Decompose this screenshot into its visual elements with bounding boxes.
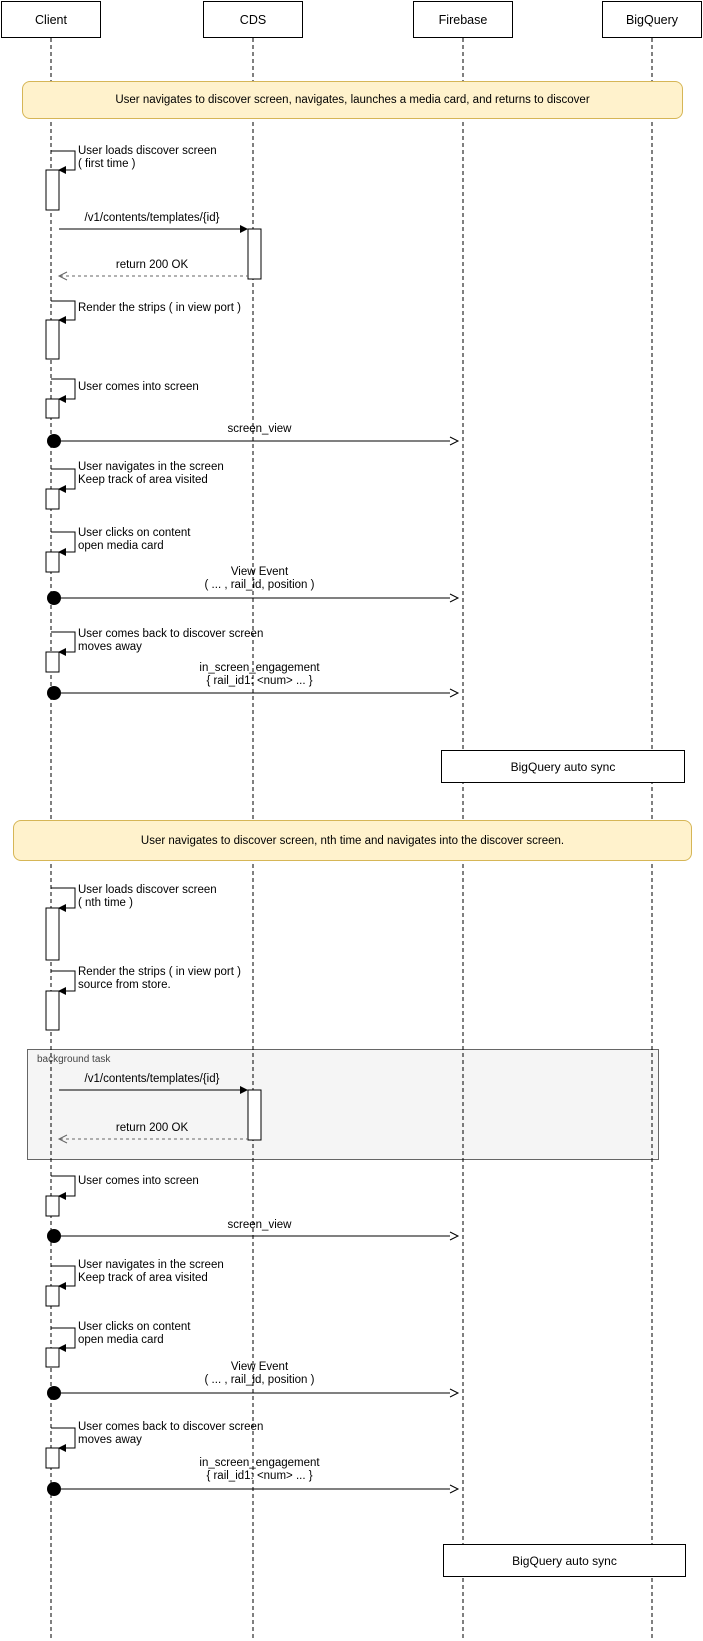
self-message-loop [51,888,75,908]
sync-box-label: BigQuery auto sync [512,1553,617,1568]
self-message-label-line: User loads discover screen [78,884,217,896]
activation-bar-client [46,399,59,418]
activation-bar-client [46,1286,59,1306]
activation-bar-cds [248,229,261,279]
event-label-line: in_screen_engagement [199,1457,320,1469]
message-label [57,1122,247,1135]
message-label-line: return 200 OK [115,259,189,271]
self-message-label [78,145,217,171]
activation-bar-client [46,1196,59,1216]
event-source-circle [47,1386,61,1400]
event-label [61,1361,458,1387]
activation-bar-cds [248,1090,261,1140]
self-message-label-line: ( first time ) [78,158,136,170]
self-message-loop [51,469,75,489]
event-source-circle [47,591,61,605]
actor-label-client: Client [35,12,67,27]
event-label [61,1457,458,1483]
message-label [57,259,247,272]
event-label [61,423,458,436]
self-message-loop [51,1328,75,1348]
self-message-label-line: User loads discover screen [78,145,217,157]
self-message-loop [51,301,75,320]
self-message-label-line: User navigates in the screen [78,1259,224,1271]
self-message-label-line: open media card [78,540,164,552]
self-message-label-line: Keep track of area visited [78,1272,208,1284]
self-message-label [78,1175,199,1188]
message-label [57,1073,247,1086]
event-label-line: ( ... , rail_id, position ) [204,579,315,591]
message-label-line: return 200 OK [115,1122,189,1134]
self-message-loop [51,532,75,552]
event-arrowhead [450,1389,458,1397]
sync-box-label: BigQuery auto sync [510,759,616,774]
event-label-line: ( ... , rail_id, position ) [204,1374,315,1386]
event-arrowhead [450,437,458,445]
self-message-label [78,381,199,394]
message-label-line: /v1/contents/templates/{id} [84,1073,220,1085]
self-message-label-line: moves away [78,1434,142,1446]
self-message-label-line: User comes into screen [78,1175,199,1187]
self-message-label [78,628,263,654]
self-message-label [78,461,224,487]
activation-bar-client [46,170,59,210]
actor-box-client [1,1,101,38]
self-message-label-line: open media card [78,1334,164,1346]
message-label [57,212,247,225]
self-message-label [78,1321,191,1347]
bigquery-auto-sync-box [441,750,685,783]
event-label-line: { rail_id1: <num> ... } [206,1470,313,1482]
actor-box-firebase [413,1,513,38]
self-message-label-line: User clicks on content [78,1321,191,1333]
frame-label: background task [37,1054,111,1065]
self-message-label-line: User comes back to discover screen [78,1421,264,1433]
event-source-circle [47,1482,61,1496]
event-label [61,1219,458,1232]
self-message-loop [51,971,75,991]
self-message-label-line: User navigates in the screen [78,461,224,473]
activation-bar-client [46,489,59,509]
note-text: User navigates to discover screen, navigates, launches a media card, and returns to discover [115,94,590,106]
self-message-label-line: User clicks on content [78,527,191,539]
self-message-label [78,884,217,910]
event-label-line: View Event [230,566,289,578]
self-message-loop [51,379,75,399]
event-arrowhead [450,1485,458,1493]
event-source-circle [47,686,61,700]
actor-label-firebase: Firebase [438,12,488,27]
activation-bar-client [46,908,59,960]
self-message-label [78,1421,263,1447]
self-message-label-line: User comes into screen [78,381,199,393]
activation-bar-client [46,320,59,359]
activation-bar-client [46,991,59,1030]
self-message-label-line: User comes back to discover screen [78,628,264,640]
actor-box-bigquery [602,1,702,38]
actor-box-cds [203,1,303,38]
self-message-label-line: Keep track of area visited [78,474,208,486]
self-message-loop [51,1428,75,1448]
event-label [61,662,458,688]
event-label-line: screen_view [227,1219,292,1231]
note-banner-nth-visit [13,820,692,861]
self-message-label [78,302,241,315]
activation-bar-client [46,1448,59,1468]
self-message-label-line: ( nth time ) [78,897,133,909]
self-message-label-line: source from store. [78,979,171,991]
event-label-line: screen_view [227,423,292,435]
event-source-circle [47,434,61,448]
event-arrowhead [450,594,458,602]
event-label-line: { rail_id1: <num> ... } [206,675,313,687]
event-label-line: in_screen_engagement [199,662,320,674]
activation-bar-client [46,1348,59,1367]
event-label [61,566,458,592]
self-message-label [78,1259,224,1285]
bigquery-auto-sync-box [443,1544,686,1577]
self-message-loop [51,1176,75,1196]
self-message-label-line: moves away [78,641,142,653]
event-source-circle [47,1229,61,1243]
note-banner-first-visit [22,81,683,119]
event-arrowhead [450,1232,458,1240]
self-message-loop [51,1266,75,1286]
actor-label-bigquery: BigQuery [625,12,679,27]
self-message-loop [51,151,75,170]
request-arrowhead [240,225,248,233]
request-arrowhead [240,1086,248,1094]
self-message-label [78,966,241,992]
event-label-line: View Event [230,1361,289,1373]
message-label-line: /v1/contents/templates/{id} [84,212,220,224]
self-message-label-line: Render the strips ( in view port ) [78,966,241,978]
self-message-label [78,527,191,553]
activation-bar-client [46,652,59,672]
actor-label-cds: CDS [239,12,267,27]
event-arrowhead [450,689,458,697]
note-text: User navigates to discover screen, nth time and navigates into the discover screen. [140,834,565,847]
activation-bar-client [46,552,59,572]
self-message-loop [51,632,75,652]
self-message-label-line: Render the strips ( in view port ) [78,302,241,314]
